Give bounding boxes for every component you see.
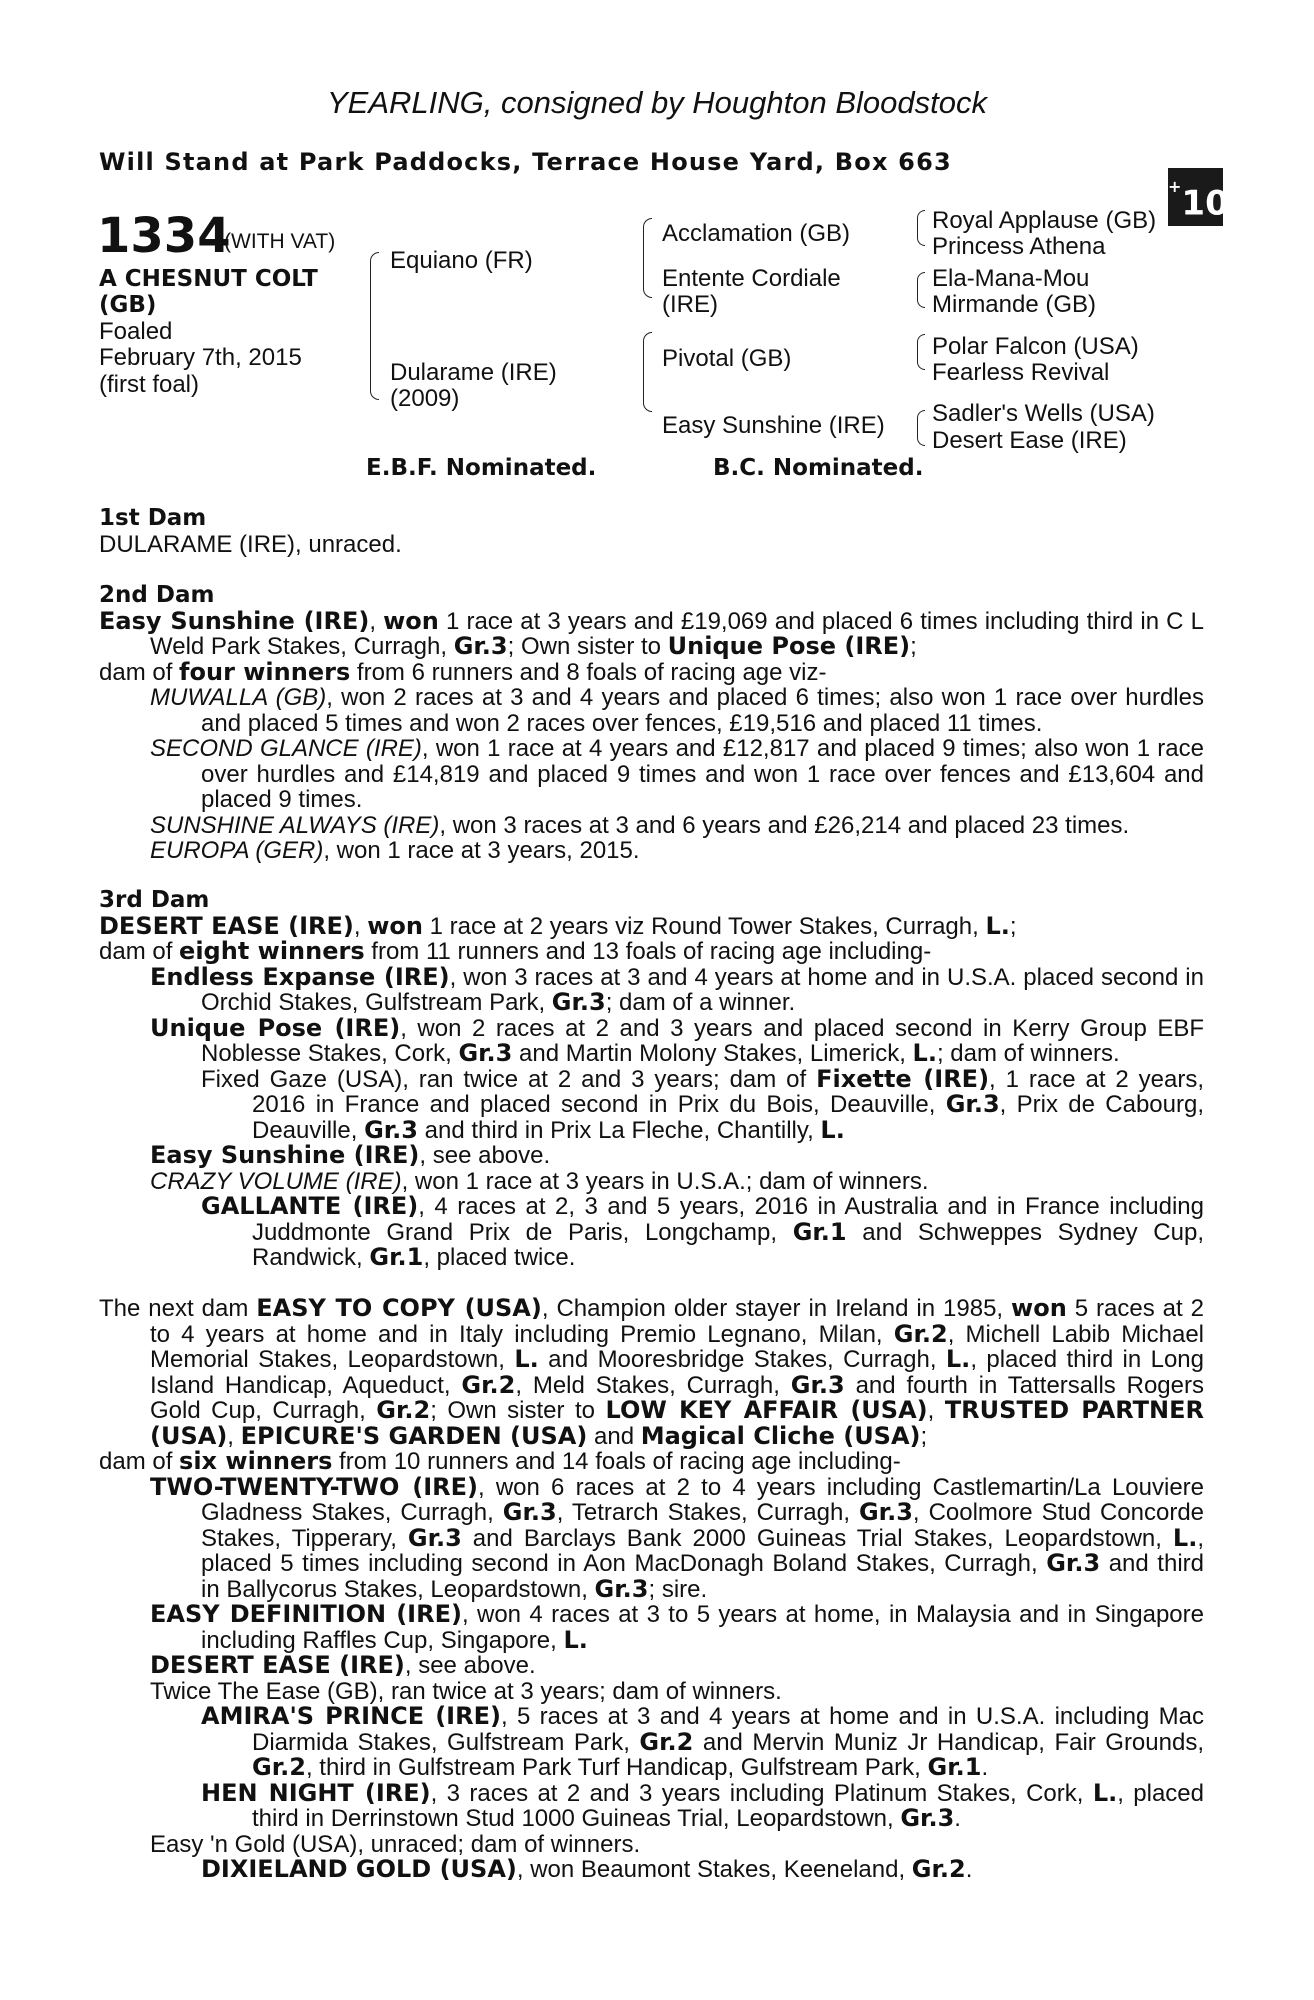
produce-text: , third in Gulfstream Park Turf Handicap, Gulfstream Park,: [305, 1754, 928, 1781]
next-dam-text: ,: [927, 1397, 945, 1424]
grade-label: L.: [1172, 1523, 1198, 1552]
produce-text: , won 1 race at 4 years and £12,817 and placed 9 times; also won 1 race over hurdles and £14,819 and placed 9 times and won 1 race over fences and £13,604 and placed 9 times.: [201, 735, 1204, 813]
pedigree-sss: Royal Applause (GB): [932, 207, 1157, 234]
produce-text: ; sire.: [648, 1575, 708, 1603]
grade-label: L.: [1092, 1778, 1118, 1807]
pedigree-ddd: Desert Ease (IRE): [932, 427, 1127, 454]
winners-count: eight winners: [179, 937, 365, 965]
next-dam-text: and fourth in Tattersalls Rogers Gold Cup, Curragh,: [150, 1371, 1204, 1424]
produce-item: [150, 736, 1204, 813]
produce-name: Fixette (IRE): [816, 1064, 990, 1093]
produce-text: , won Beaumont Stakes, Keeneland,: [516, 1856, 912, 1883]
pedigree-dam: Dularame (IRE): [390, 359, 557, 386]
pedigree-brace-sire: [643, 218, 652, 298]
produce-name: AMIRA'S PRINCE (IRE): [201, 1702, 501, 1730]
page-badge: [1168, 168, 1229, 226]
produce-item: [150, 1169, 1204, 1195]
grade-label: Gr.3: [453, 632, 508, 660]
grade-label: Gr.3: [1046, 1549, 1101, 1577]
grade-label: Gr.2: [911, 1855, 966, 1883]
pedigree-sdd: Mirmande (GB): [932, 291, 1097, 318]
produce-text: , 3 races at 2 and 3 years including Platinum Stakes, Cork,: [430, 1779, 1093, 1807]
lot-foaled: Foaled: [99, 318, 173, 345]
second-dam-text: ;: [910, 633, 917, 660]
produce-item: [150, 1679, 1204, 1705]
next-dam-text: and: [587, 1422, 641, 1450]
second-dam-name: Easy Sunshine (IRE): [99, 606, 370, 635]
second-dam-text: 1 race at 3 years and £19,069 and placed 6 times including third in C L Weld Park Stakes, Curragh,: [150, 607, 1204, 660]
third-dam-text: ;: [1009, 912, 1017, 940]
produce-text: , 5 races at 3 and 4 years at home and in U.S.A. including Mac Diarmida Stakes, Gulfstream Park,: [252, 1703, 1205, 1756]
dam-of-text: from 10 runners and 14 foals of racing age including-: [332, 1448, 901, 1475]
second-dam-section: [99, 583, 1204, 864]
produce-item: [150, 685, 1204, 736]
produce-name: Unique Pose (IRE): [150, 1013, 401, 1042]
produce-text: , 4 races at 2, 3 and 5 years, 2016 in Australia and in France including Juddmonte Grand Prix de Paris, Longchamp,: [252, 1193, 1204, 1246]
pedigree-dam-year: (2009): [390, 385, 460, 412]
produce-name: MUWALLA (GB): [150, 684, 327, 711]
produce-name: CRAZY VOLUME (IRE): [150, 1167, 402, 1195]
next-dam-text: The next dam: [99, 1295, 257, 1322]
lot-number: 1334: [97, 208, 231, 264]
next-dam-name: EASY TO COPY (USA): [256, 1294, 542, 1322]
grade-label: L.: [912, 1039, 937, 1067]
produce-name: DESERT EASE (IRE): [150, 1651, 405, 1679]
produce-text: , placed twice.: [423, 1244, 576, 1271]
grade-label: Gr.2: [639, 1727, 694, 1756]
pedigree-brace-ss: [917, 210, 925, 246]
badge-number: 10: [1181, 183, 1229, 224]
grade-label: Gr.1: [792, 1217, 847, 1246]
produce-item: [150, 962, 1204, 1016]
third-dam-name: DESERT EASE (IRE): [99, 911, 354, 940]
winners-count: four winners: [179, 657, 351, 686]
produce-text: , placed 5 times including second in Aon MacDonagh Boland Stakes, Curragh,: [201, 1524, 1204, 1577]
produce-text: , 1 race at 2 years, 2016 in France and placed second in Prix du Bois, Deauville,: [252, 1065, 1204, 1118]
next-dam-produce-summary: [99, 1449, 1204, 1475]
pedigree-sire-dam-country: (IRE): [662, 291, 718, 318]
produce-item: [150, 1143, 1204, 1169]
pedigree-brace-main: [370, 252, 379, 400]
produce-text: , won 2 races at 2 and 3 years and placed second in Kerry Group EBF Noblesse Stakes, Cork,: [201, 1014, 1205, 1067]
grade-label: Gr.2: [461, 1370, 516, 1399]
produce-text: , placed third in Derrinstown Stud 1000 Guineas Trial, Leopardstown,: [252, 1779, 1205, 1832]
grade-label: L.: [985, 911, 1010, 940]
produce-text: , see above.: [404, 1652, 536, 1679]
grade-label: Gr.1: [927, 1753, 982, 1781]
produce-item: [150, 1602, 1204, 1653]
next-dam-text: and Mooresbridge Stakes, Curragh,: [538, 1346, 946, 1373]
pedigree-dds: Sadler's Wells (USA): [932, 400, 1155, 427]
produce-item: [201, 1857, 1204, 1883]
produce-item: [150, 1653, 1204, 1679]
second-dam-record: Easy Sunshine (IRE), won 1 race at 3 years and £19,069 and placed 6 times including third in C L Weld Park Stakes, Curragh, Gr.3; Own sister to Unique Pose (IRE);: [99, 606, 1204, 660]
sibling-name: LOW KEY AFFAIR (USA): [605, 1396, 928, 1424]
second-dam-heading: 2nd Dam: [99, 582, 215, 608]
grade-label: Gr.3: [594, 1574, 649, 1603]
grade-label: Gr.3: [945, 1090, 1000, 1118]
pedigree-dam-dam: Easy Sunshine (IRE): [662, 412, 885, 439]
next-dam-record: [99, 1296, 1204, 1449]
pedigree-ssd: Princess Athena: [932, 233, 1106, 260]
grade-label: Gr.1: [369, 1243, 424, 1271]
produce-item: [150, 1832, 1204, 1858]
produce-text: , won 3 races at 3 and 4 years at home and in U.S.A. placed second in Orchid Stakes, Gulfstream Park,: [201, 963, 1204, 1016]
next-dam-section: [99, 1296, 1204, 1883]
dam-of-text: dam of: [99, 1448, 180, 1475]
lot-vat: (WITH VAT): [224, 230, 336, 253]
next-dam-text: ;: [920, 1422, 928, 1450]
produce-name: EASY DEFINITION (IRE): [150, 1600, 462, 1628]
produce-text: and Schweppes Sydney Cup, Randwick,: [252, 1218, 1204, 1271]
produce-item: [201, 1778, 1205, 1832]
next-dam-text: , Michell Labib Michael Memorial Stakes, Leopardstown,: [150, 1320, 1205, 1373]
produce-text: Easy 'n Gold (USA), unraced; dam of winners.: [150, 1830, 641, 1858]
winners-count: six winners: [179, 1447, 333, 1475]
next-dam-text: , Champion older stayer in Ireland in 1985,: [541, 1295, 1012, 1322]
pedigree-sire: Equiano (FR): [390, 247, 533, 274]
produce-text: , won 1 race at 3 years, 2015.: [323, 837, 640, 864]
third-dam-record: DESERT EASE (IRE), won 1 race at 2 years viz Round Tower Stakes, Curragh, L.;: [99, 911, 1017, 940]
grade-label: Gr.3: [858, 1498, 913, 1526]
pedigree-brace-sd: [917, 272, 925, 308]
grade-label: Gr.2: [893, 1319, 948, 1348]
grade-label: Gr.3: [458, 1039, 513, 1067]
lot-note: (first foal): [99, 371, 200, 398]
first-dam-heading: 1st Dam: [99, 505, 207, 531]
grade-label: L.: [820, 1115, 845, 1144]
sibling-name: TRUSTED PARTNER (USA): [150, 1396, 1204, 1450]
pedigree-dss: Polar Falcon (USA): [932, 333, 1139, 360]
next-dam-won: won: [1011, 1294, 1067, 1322]
sibling-name: Magical Cliche (USA): [640, 1421, 921, 1450]
produce-name: Easy Sunshine (IRE): [150, 1141, 420, 1169]
produce-text: Fixed Gaze (USA), ran twice at 2 and 3 years; dam of: [201, 1065, 817, 1093]
grade-label: L.: [514, 1345, 539, 1373]
produce-text: , Prix de Cabourg, Deauville,: [252, 1091, 1204, 1144]
sibling-name: EPICURE'S GARDEN (USA): [240, 1421, 588, 1450]
lot-description: A CHESNUT COLT: [99, 266, 318, 292]
produce-text: ; dam of winners.: [936, 1040, 1120, 1067]
produce-text: , Coolmore Stud Concorde Stakes, Tipperary,: [201, 1499, 1205, 1552]
produce-text: , won 1 race at 3 years in U.S.A.; dam of winners.: [401, 1167, 929, 1195]
pedigree-sire-sire: Acclamation (GB): [662, 220, 851, 247]
pedigree-brace-ds: [917, 334, 925, 370]
grade-label: Gr.3: [407, 1523, 462, 1552]
dam-of-text: from 11 runners and 13 foals of racing age including-: [364, 938, 932, 965]
sister-name: Unique Pose (IRE): [667, 632, 911, 660]
produce-name: EUROPA (GER): [150, 837, 324, 864]
catalogue-header: YEARLING, consigned by Houghton Bloodstock: [327, 85, 987, 120]
third-dam-text: 1 race at 2 years viz Round Tower Stakes, Curragh,: [422, 912, 986, 940]
third-dam-section: [99, 888, 1204, 1271]
produce-name: SECOND GLANCE (IRE): [150, 735, 422, 762]
produce-text: , won 3 races at 3 and 6 years and £26,214 and placed 23 times.: [439, 811, 1130, 839]
produce-item: [201, 1704, 1204, 1781]
pedigree-dsd: Fearless Revival: [932, 359, 1110, 386]
dam-of-text: dam of: [99, 658, 180, 686]
produce-name: Endless Expanse (IRE): [150, 962, 450, 991]
first-dam-section: [99, 506, 1204, 557]
lot-foaled-date: February 7th, 2015: [99, 344, 302, 371]
grade-label: Gr.3: [502, 1498, 557, 1526]
pedigree-dam-sire: Pivotal (GB): [662, 345, 792, 372]
grade-label: Gr.2: [376, 1396, 431, 1424]
produce-item: [201, 1194, 1204, 1271]
grade-label: Gr.3: [790, 1370, 845, 1399]
third-dam-heading: 3rd Dam: [99, 887, 210, 913]
lot-description-country: (GB): [99, 292, 157, 318]
produce-text: , won 6 races at 2 to 4 years including Castlemartin/La Louviere Gladness Stakes, Curragh,: [201, 1473, 1204, 1526]
grade-label: L.: [945, 1345, 971, 1373]
produce-text: and Martin Molony Stakes, Limerick,: [512, 1040, 913, 1067]
bc-nominated: B.C. Nominated.: [713, 455, 924, 481]
next-dam-text: ; Own sister to: [430, 1397, 606, 1424]
grade-label: L.: [563, 1625, 588, 1654]
produce-text: and third in Ballycorus Stakes, Leopardstown,: [201, 1550, 1204, 1603]
ebf-nominated: E.B.F. Nominated.: [366, 455, 597, 481]
dam-of-text: dam of: [99, 938, 180, 965]
produce-text: .: [965, 1856, 973, 1883]
produce-item: [150, 1472, 1205, 1603]
produce-text: Twice The Ease (GB), ran twice at 3 years; dam of winners.: [150, 1677, 782, 1705]
produce-item: [150, 813, 1204, 839]
next-dam-text: , placed third in Long Island Handicap, Aqueduct,: [150, 1346, 1205, 1399]
produce-item: [150, 838, 1204, 864]
produce-item: [150, 1013, 1205, 1067]
second-dam-won: won: [383, 606, 439, 635]
second-dam-text: ; Own sister to: [507, 633, 668, 660]
produce-text: and Mervin Muniz Jr Handicap, Fair Grounds,: [693, 1728, 1204, 1756]
produce-text: and third in Prix La Fleche, Chantilly,: [418, 1116, 821, 1144]
next-dam-text: 5 races at 2 to 4 years at home and in Italy including Premio Legnano, Milan,: [150, 1295, 1204, 1348]
produce-name: HEN NIGHT (IRE): [201, 1778, 431, 1807]
pedigree-sds: Ela-Mana-Mou: [932, 265, 1090, 292]
third-dam-won: won: [367, 911, 423, 940]
grade-label: Gr.2: [252, 1753, 306, 1781]
produce-text: .: [954, 1805, 961, 1832]
stand-location: Will Stand at Park Paddocks, Terrace House Yard, Box 663: [99, 148, 952, 176]
dam-of-text: from 6 runners and 8 foals of racing age viz-: [350, 658, 827, 686]
produce-name: SUNSHINE ALWAYS (IRE): [150, 811, 440, 839]
produce-text: ; dam of a winner.: [605, 989, 796, 1016]
produce-text: , Tetrarch Stakes, Curragh,: [556, 1499, 859, 1526]
grade-label: Gr.3: [900, 1804, 955, 1832]
produce-item: [201, 1064, 1204, 1144]
pedigree-brace-dam: [643, 332, 652, 412]
produce-text: , won 2 races at 3 and 4 years and placed 6 times; also won 1 race over hurdles and placed 5 times and won 2 races over fences, £19,516 and placed 11 times.: [201, 684, 1204, 737]
produce-name: TWO-TWENTY-TWO (IRE): [150, 1472, 478, 1501]
badge-plus: +: [1168, 177, 1182, 196]
second-dam-produce-summary: [99, 657, 1204, 686]
grade-label: Gr.3: [364, 1115, 418, 1144]
third-dam-produce-summary: [99, 939, 1204, 965]
next-dam-text: , Meld Stakes, Curragh,: [515, 1371, 791, 1399]
first-dam-text: DULARAME (IRE), unraced.: [99, 530, 402, 558]
produce-text: , see above.: [419, 1142, 551, 1169]
produce-text: .: [981, 1754, 989, 1781]
grade-label: Gr.3: [551, 988, 606, 1016]
pedigree-brace-dd: [917, 410, 925, 446]
produce-name: DIXIELAND GOLD (USA): [201, 1855, 517, 1883]
produce-text: , won 4 races at 3 to 5 years at home, in Malaysia and in Singapore including Raffles Cup, Singapore,: [201, 1601, 1204, 1654]
pedigree-sire-dam: Entente Cordiale: [662, 265, 841, 292]
produce-text: and Barclays Bank 2000 Guineas Trial Stakes, Leopardstown,: [461, 1524, 1173, 1552]
produce-name: GALLANTE (IRE): [201, 1192, 419, 1220]
next-dam-text: ,: [227, 1422, 241, 1450]
